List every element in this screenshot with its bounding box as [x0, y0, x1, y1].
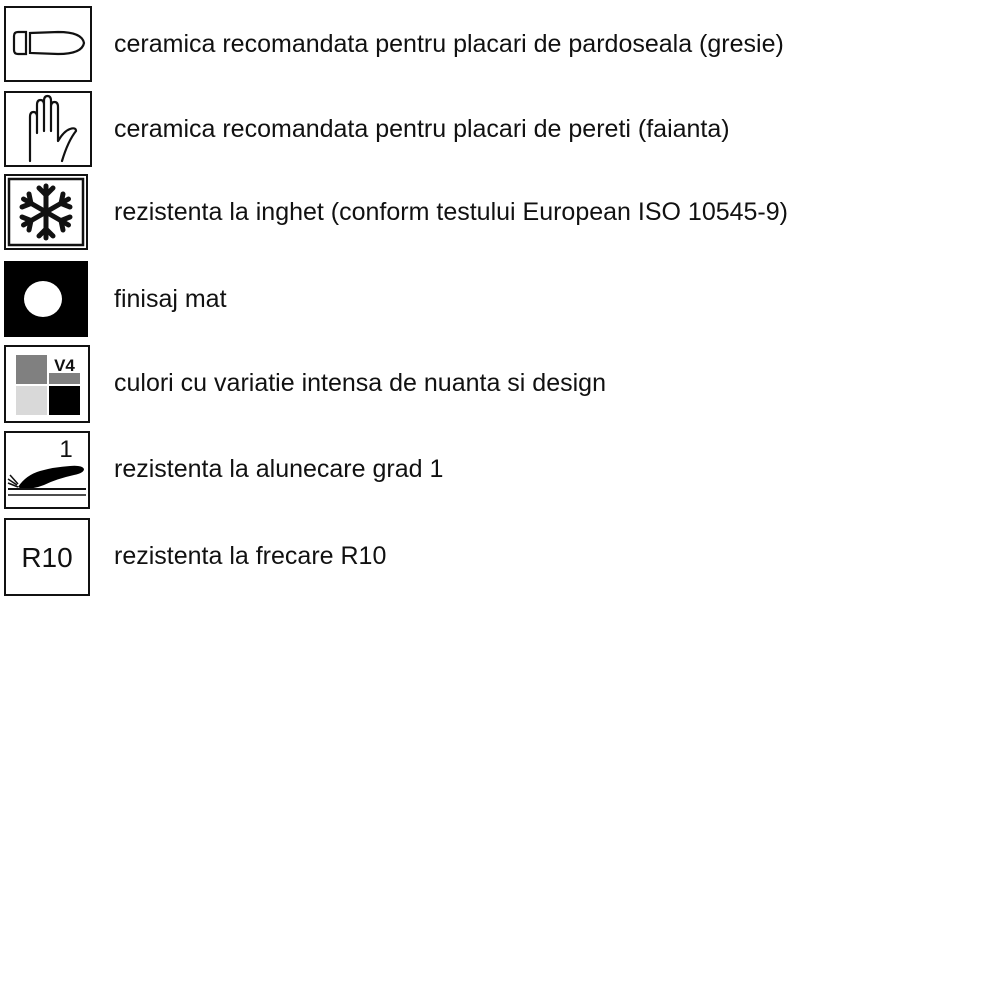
- legend-item-color-variation: [0, 345, 1000, 431]
- legend-label: rezistenta la alunecare grad 1: [114, 455, 444, 483]
- color-variation-icon: [4, 345, 90, 423]
- shoe-sole-icon: [4, 6, 92, 82]
- legend-item-abrasion: [0, 518, 1000, 604]
- legend-label: ceramica recomandata pentru placari de pereti (faianta): [114, 115, 730, 143]
- legend-label: culori cu variatie intensa de nuanta si design: [114, 369, 606, 397]
- legend-label: ceramica recomandata pentru placari de pardoseala (gresie): [114, 30, 784, 58]
- color-variation-badge: V4: [54, 356, 75, 375]
- matte-finish-icon: [4, 261, 88, 337]
- legend-item-slip: [0, 431, 1000, 517]
- abrasion-icon: [4, 518, 90, 596]
- legend-item-matte: [0, 261, 1000, 347]
- legend-label: rezistenta la frecare R10: [114, 542, 387, 570]
- legend-item-floor: [0, 6, 1000, 92]
- hand-icon: [4, 91, 92, 167]
- legend-item-wall: [0, 91, 1000, 177]
- snowflake-icon: [4, 174, 88, 250]
- legend-item-frost: [0, 174, 1000, 260]
- legend-label: rezistenta la inghet (conform testului European ISO 10545-9): [114, 198, 788, 226]
- legend-label: finisaj mat: [114, 285, 227, 313]
- abrasion-class-badge: R10: [21, 542, 73, 573]
- slip-resistance-icon: [4, 431, 90, 509]
- slip-grade-badge: 1: [59, 436, 73, 463]
